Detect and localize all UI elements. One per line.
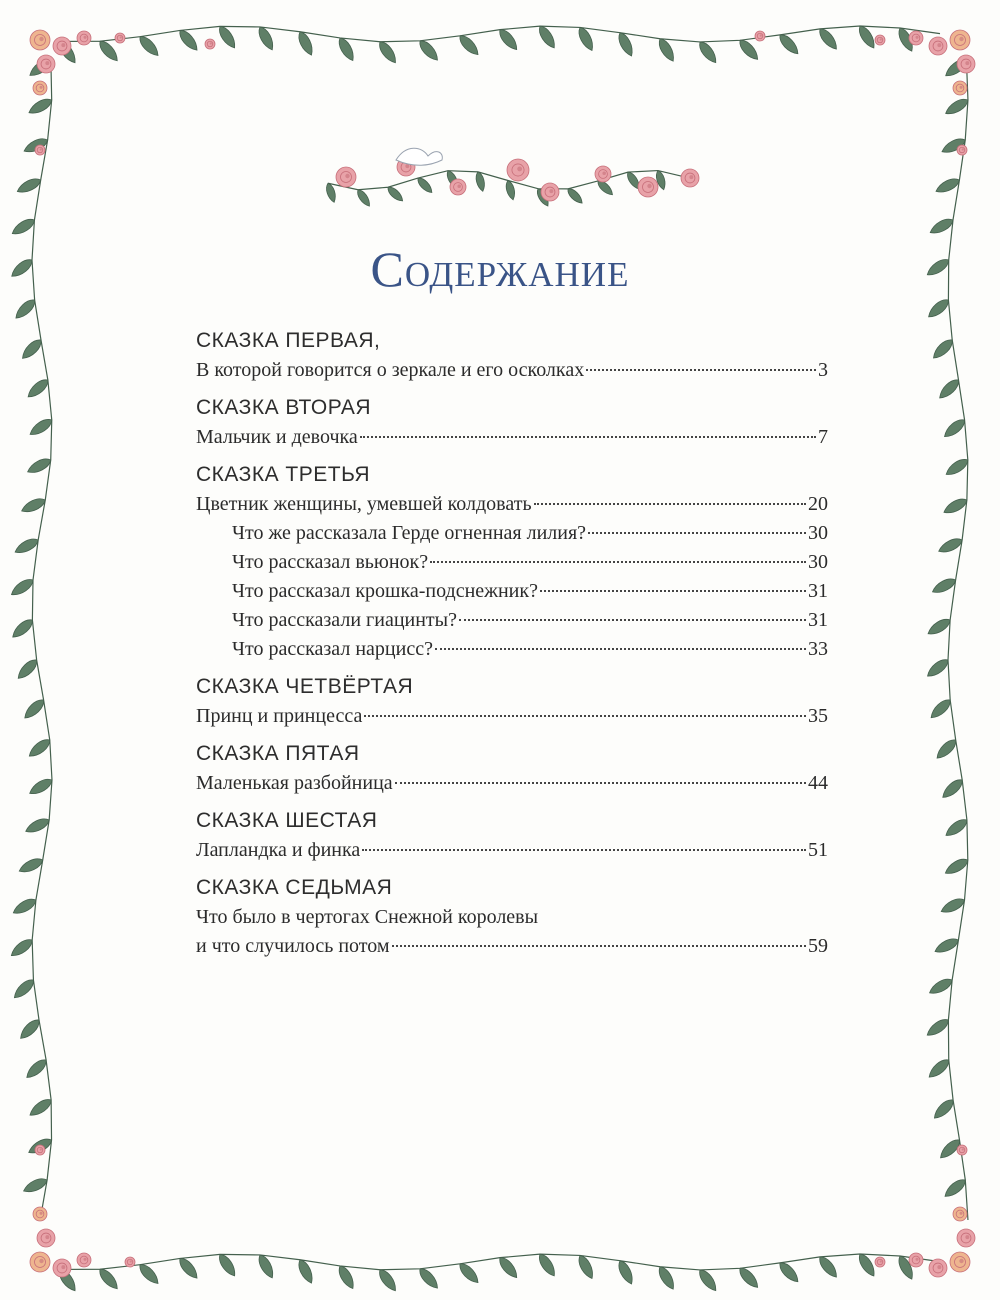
leaf-ornament: [924, 1016, 951, 1039]
leaf-ornament: [96, 1266, 121, 1292]
entry-title: Что рассказали гиацинты?: [232, 609, 457, 631]
leaf-ornament: [536, 1251, 558, 1278]
entry-title: Принц и принцесса: [196, 705, 363, 727]
rose-ornament: [541, 183, 559, 201]
page-title: Содержание: [370, 241, 630, 297]
leaf-ornament: [17, 1017, 42, 1042]
leaf-ornament: [385, 184, 405, 203]
dot-leader: [459, 619, 806, 621]
leaf-ornament: [456, 1260, 481, 1286]
dot-leader: [364, 715, 806, 717]
rose-ornament: [53, 37, 71, 55]
rose-ornament: [681, 169, 699, 187]
rose-ornament: [638, 177, 658, 197]
entry-title: Мальчик и девочка: [196, 426, 358, 448]
dot-leader: [586, 369, 816, 371]
leaf-ornament: [565, 186, 584, 205]
entry-title: Что рассказал вьюнок?: [232, 551, 429, 573]
dot-leader: [534, 503, 806, 505]
page-number: 20: [808, 493, 828, 515]
rose-ornament: [205, 39, 215, 49]
leaf-ornament: [816, 1254, 840, 1280]
leaf-ornament: [176, 1255, 200, 1281]
toc-section: [196, 460, 828, 664]
rose-ornament: [957, 1229, 975, 1247]
dot-leader: [540, 590, 806, 592]
leaf-ornament: [376, 39, 399, 66]
rose-ornament: [33, 81, 47, 95]
dot-leader: [588, 532, 806, 534]
entry-title: и что случилось потом: [196, 935, 390, 957]
leaf-ornament: [696, 39, 720, 66]
leaf-ornament: [856, 23, 878, 50]
leaf-ornament: [9, 576, 36, 599]
leaf-ornament: [355, 188, 373, 209]
rose-ornament: [33, 1207, 47, 1221]
section-heading: СКАЗКА СЕДЬМАЯ: [196, 876, 393, 899]
leaf-ornament: [776, 32, 801, 58]
rose-ornament: [950, 1252, 970, 1272]
leaf-ornament: [928, 696, 954, 721]
rose-ornament: [875, 1257, 885, 1267]
dot-leader: [430, 561, 806, 563]
dot-leader: [435, 648, 806, 650]
toc-entry[interactable]: [196, 836, 828, 865]
table-of-contents: [196, 326, 828, 969]
rose-ornament: [37, 55, 55, 73]
rose-ornament: [875, 35, 885, 45]
toc-section: [196, 326, 828, 385]
rose-ornament: [77, 31, 91, 45]
leaf-ornament: [696, 1267, 720, 1294]
rose-ornament: [30, 1252, 50, 1272]
leaf-ornament: [136, 33, 161, 59]
leaf-ornament: [943, 816, 970, 839]
toc-entry[interactable]: [196, 932, 828, 961]
entry-title: Что рассказал крошка-подснежник?: [232, 580, 538, 602]
rose-ornament: [37, 1229, 55, 1247]
page-number: 31: [808, 580, 828, 602]
rose-ornament: [953, 81, 967, 95]
toc-entry[interactable]: [196, 702, 828, 731]
page-number: 59: [808, 935, 828, 957]
leaf-ornament: [931, 1097, 956, 1122]
page-number: 51: [808, 839, 828, 861]
section-heading: СКАЗКА ВТОРАЯ: [196, 396, 372, 419]
rose-ornament: [909, 1253, 923, 1267]
leaf-ornament: [176, 27, 200, 53]
leaf-ornament: [13, 296, 38, 321]
page-number: 30: [808, 522, 828, 544]
rose-ornament: [35, 145, 45, 155]
rose-ornament: [336, 167, 356, 187]
leaf-ornament: [856, 1251, 878, 1278]
toc-subentry[interactable]: [196, 519, 828, 548]
toc-section: [196, 873, 828, 961]
leaf-ornament: [925, 656, 951, 680]
leaf-ornament: [536, 23, 558, 50]
leaf-ornament: [926, 1056, 952, 1080]
section-heading: СКАЗКА ПЕРВАЯ,: [196, 329, 381, 352]
leaf-ornament: [936, 376, 962, 401]
rose-ornament: [507, 159, 529, 181]
toc-section: [196, 393, 828, 452]
rose-ornament: [929, 37, 947, 55]
entry-title: Что рассказал нарцисс?: [232, 638, 433, 660]
page-number: 31: [808, 609, 828, 631]
leaf-ornament: [925, 616, 952, 638]
rose-ornament: [115, 33, 125, 43]
leaf-ornament: [25, 376, 51, 400]
rose-ornament: [77, 1253, 91, 1267]
rose-ornament: [53, 1259, 71, 1277]
leaf-ornament: [10, 216, 37, 238]
leaf-ornament: [216, 24, 239, 51]
leaf-ornament: [930, 336, 955, 361]
leaf-ornament: [925, 296, 951, 320]
rose-ornament: [125, 1257, 135, 1267]
toc-entry[interactable]: [196, 490, 828, 519]
rose-vignette: [318, 132, 718, 224]
leaf-ornament: [27, 416, 54, 438]
dot-leader: [360, 436, 816, 438]
rose-ornament: [450, 179, 466, 195]
leaf-ornament: [943, 456, 970, 479]
leaf-ornament: [10, 616, 36, 640]
entry-title: В которой говорится о зеркале и его осколках: [196, 359, 585, 381]
rose-ornament: [595, 166, 611, 182]
rose-ornament: [909, 31, 923, 45]
leaf-ornament: [934, 737, 959, 762]
leaf-ornament: [776, 1260, 801, 1286]
page-number: 35: [808, 705, 828, 727]
leaf-ornament: [136, 1261, 161, 1287]
leaf-ornament: [416, 1266, 441, 1292]
rose-ornament: [755, 31, 765, 41]
leaf-ornament: [8, 936, 35, 959]
section-heading: СКАЗКА ПЯТАЯ: [196, 742, 360, 765]
leaf-ornament: [456, 32, 481, 58]
dot-leader: [395, 782, 806, 784]
toc-subentry[interactable]: [196, 577, 828, 606]
leaf-ornament: [496, 27, 520, 53]
section-heading: СКАЗКА ТРЕТЬЯ: [196, 463, 371, 486]
toc-subentry[interactable]: [196, 548, 828, 577]
toc-entry[interactable]: [196, 356, 828, 385]
leaf-ornament: [496, 1255, 520, 1281]
leaf-ornament: [940, 776, 966, 801]
leaf-ornament: [941, 416, 967, 440]
rose-ornament: [950, 30, 970, 50]
dove-ornament: [396, 148, 442, 165]
section-heading: СКАЗКА ЧЕТВЁРТАЯ: [196, 675, 414, 698]
toc-entry[interactable]: [196, 769, 828, 798]
entry-title: Что же рассказала Герде огненная лилия?: [232, 522, 587, 544]
page-number: 3: [818, 359, 828, 381]
leaf-ornament: [376, 1267, 399, 1294]
rose-ornament: [957, 145, 967, 155]
toc-section: [196, 739, 828, 798]
toc-subentry[interactable]: [196, 635, 828, 664]
leaf-ornament: [11, 976, 37, 1001]
page-number: 33: [808, 638, 828, 660]
rose-ornament: [957, 1145, 967, 1155]
leaf-ornament: [26, 736, 52, 760]
rose-ornament: [30, 30, 50, 50]
toc-entry[interactable]: [196, 423, 828, 452]
dot-leader: [362, 849, 806, 851]
leaf-ornament: [736, 37, 761, 63]
toc-section: [196, 806, 828, 865]
leaf-ornament: [942, 1176, 968, 1200]
leaf-ornament: [27, 1096, 54, 1119]
toc-subentry[interactable]: [196, 606, 828, 635]
page-number: 7: [818, 426, 828, 448]
leaf-ornament: [415, 175, 434, 195]
leaf-ornament: [816, 26, 840, 52]
leaf-ornament: [21, 696, 47, 721]
entry-title: Цветник женщины, умевшей колдовать: [196, 493, 532, 515]
leaf-ornament: [15, 657, 40, 682]
page-number: 30: [808, 551, 828, 573]
page-number: 44: [808, 772, 828, 794]
entry-title: Лапландка и финка: [196, 839, 361, 861]
leaf-ornament: [24, 1056, 50, 1081]
entry-title-line: Что было в чертогах Снежной королевы: [196, 906, 539, 928]
dot-leader: [392, 945, 806, 947]
section-heading: СКАЗКА ШЕСТАЯ: [196, 809, 378, 832]
leaf-ornament: [736, 1265, 761, 1291]
rose-ornament: [953, 1207, 967, 1221]
entry-title: Маленькая разбойница: [196, 772, 393, 794]
leaf-ornament: [416, 38, 441, 64]
rose-ornament: [929, 1259, 947, 1277]
rose-ornament: [957, 55, 975, 73]
leaf-ornament: [216, 1252, 239, 1279]
leaf-ornament: [19, 337, 44, 362]
toc-section: [196, 672, 828, 731]
rose-ornament: [35, 1145, 45, 1155]
